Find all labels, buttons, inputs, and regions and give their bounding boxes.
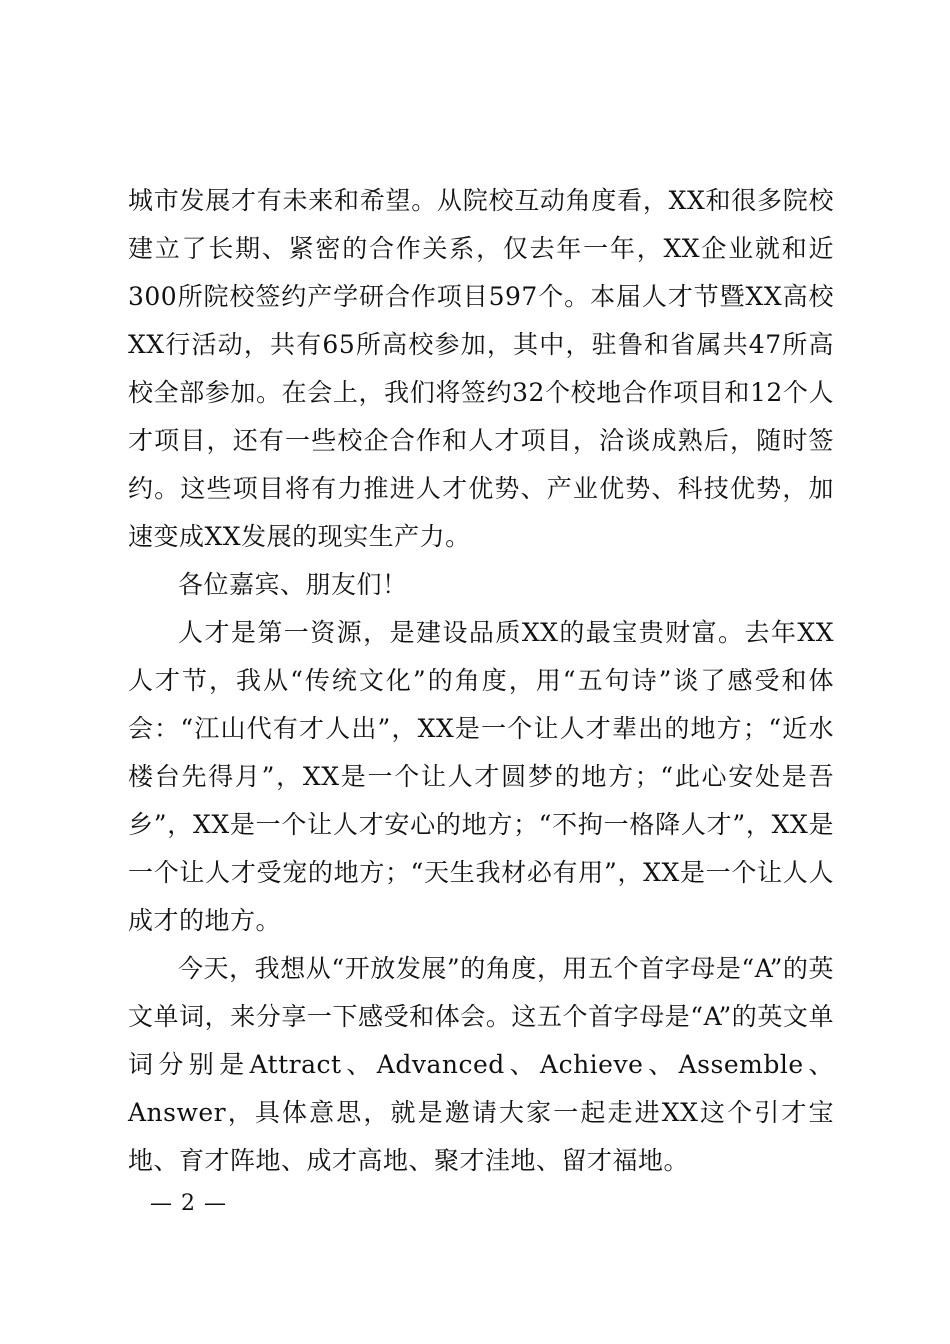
page-number: — 2 — (150, 1191, 227, 1216)
paragraph-talent-first-resource: 人才是第一资源，是建设品质XX的最宝贵财富。去年XX人才节，我从“传统文化”的角度，用“五句诗”谈了感受和体会：“江山代有才人出”，XX是一个让人才辈出的地方；“近水楼台先得月”，XX是一个让人才圆梦的地方；“此心安处是吾乡”，XX是一个让人才安心的地方；“不拘一格降人才”，XX是一个让人才受宠的地方；“天生我材必有用”，XX是一个让人人成才的地方。 (128, 618, 834, 935)
paragraph-city-development: 城市发展才有未来和希望。从院校互动角度看，XX和很多院校建立了长期、紧密的合作关系，仅去年一年，XX企业就和近300所院校签约产学研合作项目597个。本届人才节暨XX高校XX行活动，共有65所高校参加，其中，驻鲁和省属共47所高校全部参加。在会上，我们将签约32个校地合作项目和12个人才项目，还有一些校企合作和人才项目，洽谈成熟后，随时签约。这些项目将有力推进人才优势、产业优势、科技优势，加速变成XX发展的现实生产力。 (128, 186, 834, 551)
paragraph-open-development: 今天，我想从“开放发展”的角度，用五个首字母是“A”的英文单词，来分享一下感受和体会。这五个首字母是“A”的英文单词分别是Attract、Advanced、Achieve、Assemble、Answer，具体意思，就是邀请大家一起走进XX这个引才宝地、育才阵地、成才高地、聚才洼地、留才福地。 (128, 954, 834, 1175)
document-body (128, 177, 834, 1185)
paragraph-greeting: 各位嘉宾、朋友们！ (178, 570, 408, 599)
